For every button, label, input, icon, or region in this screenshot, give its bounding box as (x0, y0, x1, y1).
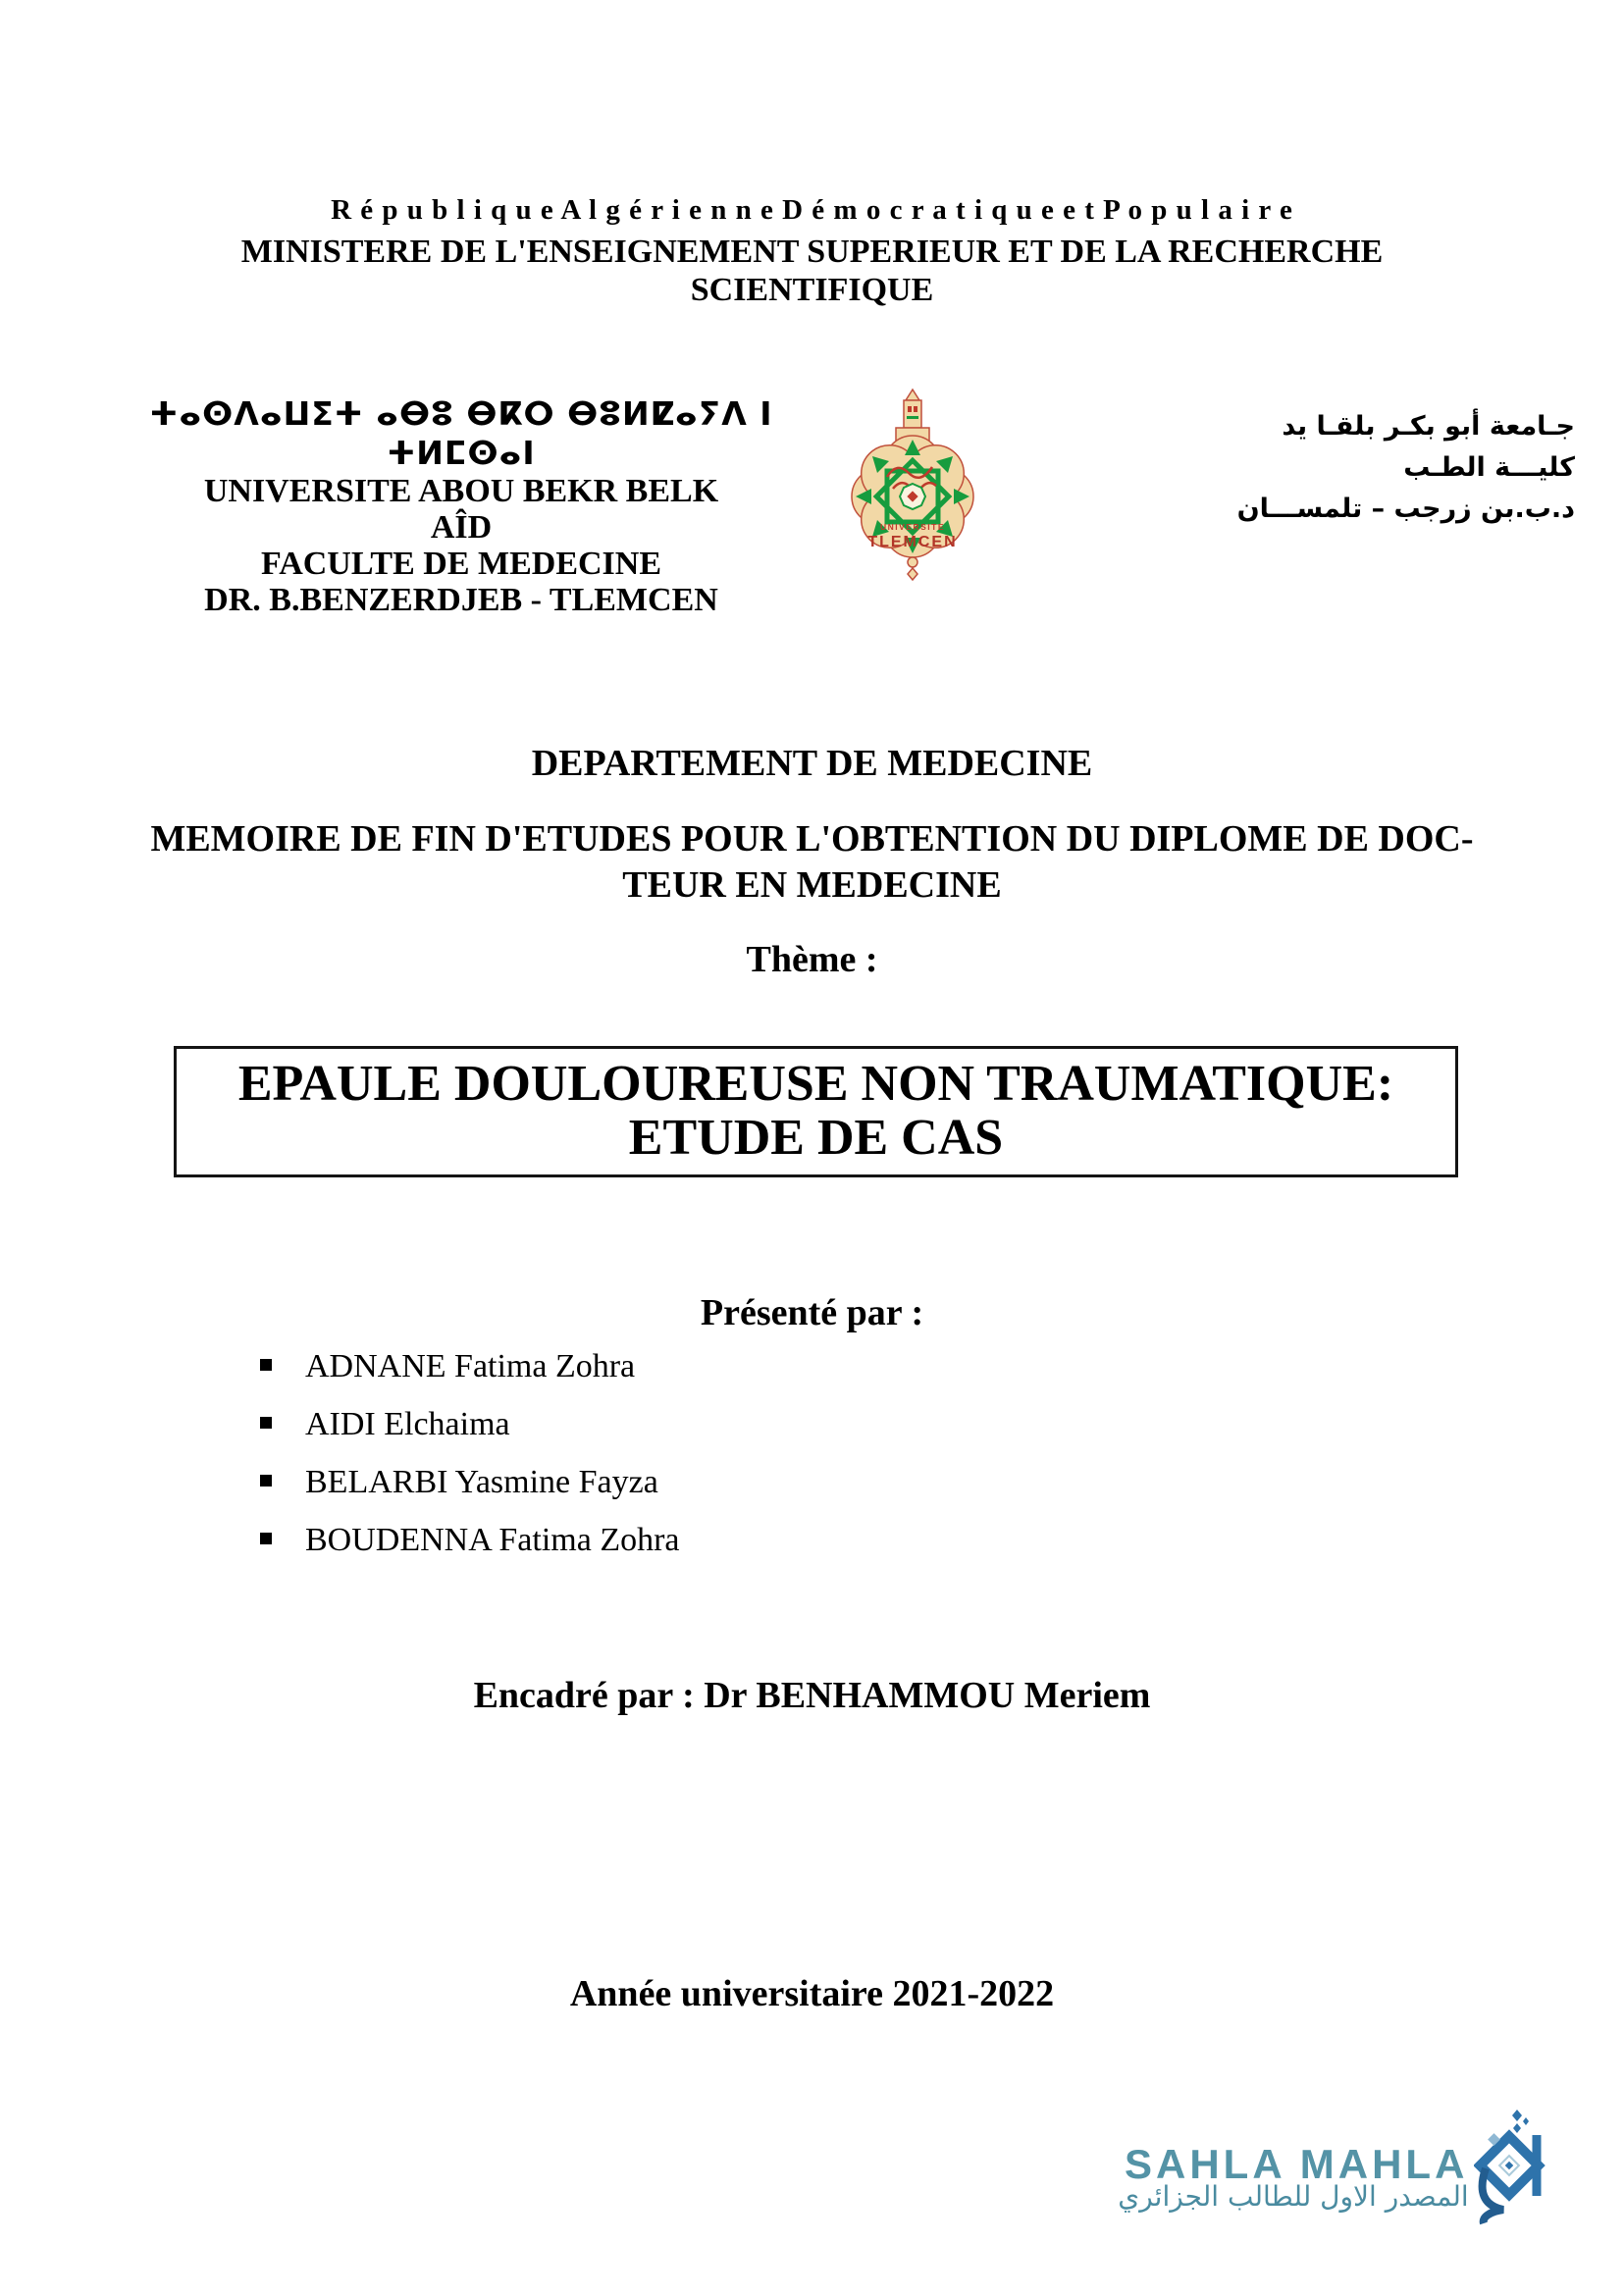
author-list-item (260, 1404, 1045, 1462)
thesis-title-line-1: EPAULE DOULOUREUSE NON TRAUMATIQUE: (237, 1056, 1394, 1112)
square-bullet-icon (260, 1533, 272, 1544)
seal-universite-label: UNIVERSITE (879, 522, 946, 532)
square-bullet-icon (260, 1475, 272, 1487)
republic-header-line: R é p u b l i q u e A l g é r i e n n e D é m o c r a t i q u e e t P o p u l a i r e (331, 194, 1293, 226)
faculty-doctor-line: DR. B.BENZERDJEB - TLEMCEN (204, 582, 718, 618)
arabic-doctor-line: د.ب.بن زرجب – تلمســـان (1236, 494, 1575, 524)
author-list-item (260, 1520, 1045, 1578)
sahla-mahla-logo-icon (1474, 2108, 1546, 2225)
faculty-line: FACULTE DE MEDECINE (260, 546, 662, 582)
sahla-mahla-arabic-tagline: المصدر الاول للطالب الجزائري (1118, 2180, 1469, 2213)
author-name: BOUDENNA Fatima Zohra (305, 1522, 680, 1558)
thesis-title-line-2: ETUDE DE CAS (628, 1110, 1004, 1166)
sahla-mahla-wordmark: SAHLA MAHLA (1125, 2141, 1469, 2187)
memoire-line-1: MEMOIRE DE FIN D'ETUDES POUR L'OBTENTION DU DIPLOME DE DOC- (150, 818, 1474, 860)
ministry-header (0, 233, 1624, 309)
university-block (126, 394, 797, 618)
arabic-university-line: جـامعة أبو بكـر بلقـا يد (1282, 411, 1575, 442)
seal-tlemcen-label: TLEMCEN (867, 534, 958, 550)
author-name: AIDI Elchaima (305, 1406, 510, 1442)
memoire-statement (0, 816, 1624, 909)
seal-pendant (908, 557, 917, 580)
authors-list (260, 1346, 1045, 1578)
ministry-line-2: SCIENTIFIQUE (690, 272, 934, 308)
university-name-tifinagh: ⵜⴰⵙⴷⴰⵡⵉⵜ ⴰⴱⵓ ⴱⴽⵔ ⴱⵓⵍⵇⴰⵢⴷ ⵏ ⵜⵍⵎⵙⴰⵏ (149, 394, 773, 472)
arabic-faculty-line: كليـــة الطـب (1403, 452, 1575, 483)
thesis-title-box (174, 1046, 1458, 1177)
university-name-line-2: AÎD (430, 509, 493, 546)
ministry-line-1: MINISTERE DE L'ENSEIGNEMENT SUPERIEUR ET DE LA RECHERCHE (240, 234, 1384, 270)
department-title: DEPARTEMENT DE MEDECINE (531, 743, 1093, 784)
seal-minaret (896, 390, 929, 442)
square-bullet-icon (260, 1359, 272, 1371)
academic-year-line: Année universitaire 2021-2022 (569, 1973, 1055, 2014)
supervisor-line: Encadré par : Dr BENHAMMOU Meriem (473, 1675, 1151, 1716)
author-list-item (260, 1346, 1045, 1404)
memoire-line-2: TEUR EN MEDECINE (622, 864, 1002, 906)
author-name: ADNANE Fatima Zohra (305, 1348, 636, 1384)
author-name: BELARBI Yasmine Fayza (305, 1464, 658, 1500)
presented-by-label: Présenté par : (700, 1292, 924, 1333)
arabic-header-block (1109, 406, 1575, 530)
author-list-item (260, 1462, 1045, 1520)
theme-label: Thème : (746, 939, 878, 980)
university-name-line-1: UNIVERSITE ABOU BEKR BELK (203, 473, 719, 509)
university-seal-logo (838, 387, 987, 581)
square-bullet-icon (260, 1417, 272, 1429)
